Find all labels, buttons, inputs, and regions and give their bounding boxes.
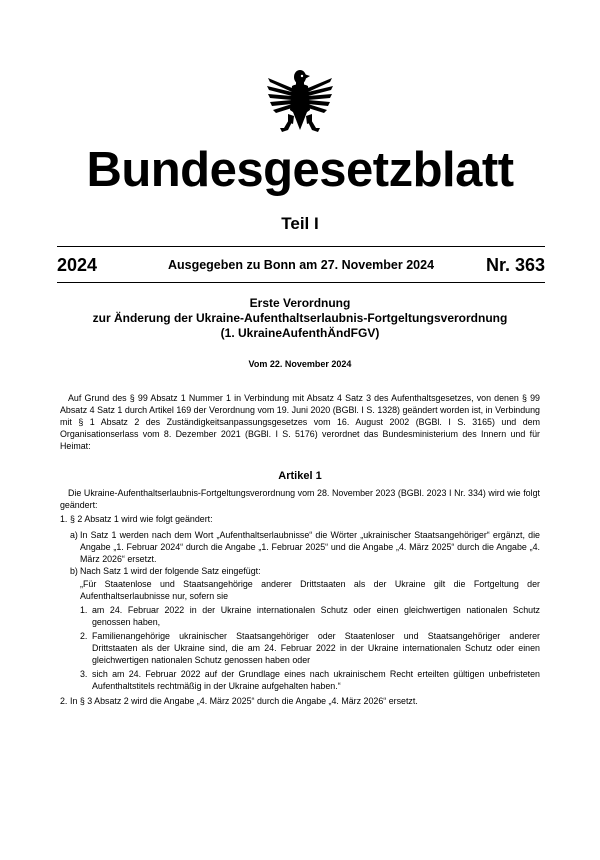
amendment-item: [60, 513, 540, 525]
subitem-letter: b): [70, 566, 78, 576]
condition-item: [80, 604, 540, 628]
item-number: 2.: [60, 696, 68, 706]
condition-text: Familienangehörige ukrainischer Staatsangehöriger oder Staatenloser und Staatsangehöriger anderer Drittstaaten als der Ukraine sind, die am 24. Februar 2022 in der Ukraine internationalen Schutz oder einen gleichwertigen nationalen Schutz genossen haben oder: [92, 631, 540, 665]
subitem-letter: a): [70, 530, 78, 540]
item-text: In § 3 Absatz 2 wird die Angabe „4. März 2025“ durch die Angabe „4. März 2026“ ersetzt.: [70, 696, 418, 706]
article-intro: Die Ukraine-Aufenthaltserlaubnis-Fortgeltungsverordnung vom 28. November 2023 (BGBl. 2023 I Nr. 334) wird wie folgt geändert:: [60, 488, 540, 510]
condition-item: [80, 668, 540, 692]
gazette-title: Bundesgesetzblatt: [86, 143, 514, 197]
amendment-item: [60, 695, 540, 707]
condition-text: sich am 24. Februar 2022 auf der Grundlage eines nach ukrainischem Recht erteilten gültigen unbefristeten Aufenthaltstitels rechtmäßig in der Ukraine aufgehalten haben.“: [92, 669, 540, 691]
amendment-subitem: [70, 565, 540, 577]
condition-number: 3.: [80, 669, 88, 679]
header-divider-top: [57, 246, 545, 247]
preamble-paragraph: Auf Grund des § 99 Absatz 1 Nummer 1 in Verbindung mit Absatz 4 Satz 3 des Aufenthaltsgesetzes, von denen § 99 Absatz 4 Satz 1 durch Artikel 169 der Verordnung vom 19. Juni 2020 (BGBl. I S. 1328) geändert worden ist, in Verbindung mit § 1 Absatz 2 des Zuständigkeitsanpassungsgesetzes vom 16. August 2002 (BGBl. I S. 3165) und dem Organisationserlass vom 8. Dezember 2021 (BGBl. I S. 5176) verordnet das Bundesministerium des Innern und für Heimat:: [60, 393, 540, 451]
gazette-part: Teil I: [281, 214, 319, 233]
issue-published: Ausgegeben zu Bonn am 27. November 2024: [167, 258, 435, 272]
condition-number: 2.: [80, 631, 88, 641]
subitem-text: Nach Satz 1 wird der folgende Satz eingefügt:: [80, 566, 261, 576]
regulation-date: Vom 22. November 2024: [248, 359, 352, 369]
regulation-short-title: (1. UkraineAufenthÄndFGV): [220, 326, 380, 340]
header-divider-bottom: [57, 282, 545, 283]
item-number: 1.: [60, 514, 68, 524]
issue-info-row: [57, 252, 545, 278]
condition-number: 1.: [80, 605, 88, 615]
federal-eagle-icon: [266, 68, 334, 138]
condition-item: [80, 630, 540, 666]
regulation-title: [60, 296, 540, 341]
regulation-title-line: Erste Verordnung: [249, 296, 351, 310]
inserted-sentence: „Für Staatenlose und Staatsangehörige anderer Drittstaaten als der Ukraine gilt die Fortgeltung der Aufenthaltserlaubnisse nur, sofern sie: [80, 579, 540, 601]
issue-number: Nr. 363: [485, 255, 545, 275]
issue-year: 2024: [57, 255, 98, 275]
condition-text: am 24. Februar 2022 in der Ukraine internationalen Schutz oder einen gleichwertigen nationalen Schutz genossen haben,: [92, 605, 540, 627]
regulation-title-line: zur Änderung der Ukraine-Aufenthaltserlaubnis-Fortgeltungsverordnung: [92, 311, 508, 325]
article-heading: Artikel 1: [278, 470, 322, 482]
amendment-subitem: [70, 529, 540, 565]
subitem-text: In Satz 1 werden nach dem Wort „Aufenthaltserlaubnisse“ die Wörter „ukrainischer Staatsangehöriger“ ergänzt, die Angabe „1. Februar 2024“ durch die Angabe „1. Februar 2025“ und die Angabe „4. März 2025“ durch die Angabe „4. März 2026“ ersetzt.: [80, 530, 540, 564]
item-text: § 2 Absatz 1 wird wie folgt geändert:: [70, 514, 213, 524]
